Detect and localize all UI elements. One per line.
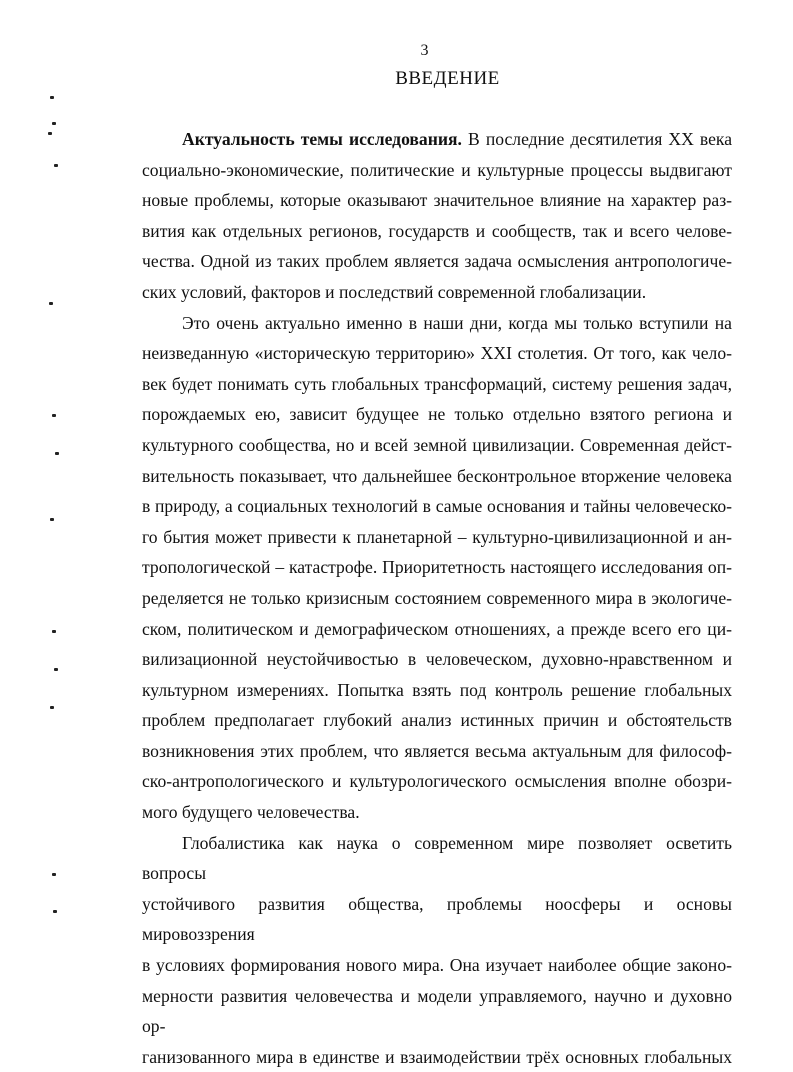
paragraph-modern-times bbox=[142, 308, 732, 828]
text-line: мерности развития человечества и модели управляемого, научно и духовно ор- bbox=[142, 985, 732, 1037]
text-line: в природу, а социальных технологий в самые основания и тайны человеческо- bbox=[142, 496, 732, 517]
text-line: ских условий, факторов и последствий современной глобализации. bbox=[142, 281, 647, 302]
text-line: ганизованного мира в единстве и взаимодействии трёх основных глобальных bbox=[142, 1046, 732, 1067]
scan-speck bbox=[49, 302, 53, 305]
text-line: Это очень актуально именно в наши дни, когда мы только вступили на bbox=[182, 312, 732, 333]
text-line: в условиях формирования нового мира. Она изучает наиболее общие законо- bbox=[142, 955, 732, 976]
scan-speck bbox=[50, 96, 54, 99]
text-line: вилизационной неустойчивостью в человеческом, духовно-нравственном и bbox=[142, 649, 732, 670]
text-line: тропологической – катастрофе. Приоритетность настоящего исследования оп- bbox=[142, 557, 732, 578]
text-line: век будет понимать суть глобальных трансформаций, систему решения задач, bbox=[142, 373, 732, 394]
scan-speck bbox=[52, 414, 56, 417]
scan-speck bbox=[48, 132, 52, 135]
text-line: ределяется не только кризисным состоянием современного мира в экологиче- bbox=[142, 587, 732, 608]
scan-speck bbox=[54, 164, 58, 167]
text-line: чества. Одной из таких проблем является задача осмысления антропологиче- bbox=[142, 251, 732, 272]
page-number: 3 bbox=[420, 42, 429, 59]
text-line: порождаемых ею, зависит будущее не только отдельно взятого региона и bbox=[142, 404, 732, 425]
paragraph-globalistics bbox=[142, 828, 732, 1072]
body-text bbox=[142, 124, 732, 1072]
text-line: го бытия может привести к планетарной – культурно-цивилизационной и ан- bbox=[142, 526, 732, 547]
page-heading: ВВЕДЕНИЕ bbox=[395, 68, 500, 89]
text-line: мого будущего человечества. bbox=[142, 802, 360, 823]
text-line: культурного сообщества, но и всей земной цивилизации. Современная дейст- bbox=[142, 434, 732, 455]
text-line: культурном измерениях. Попытка взять под контроль решение глобальных bbox=[142, 679, 732, 700]
text-line: возникновения этих проблем, что является весьма актуальным для философ- bbox=[142, 740, 732, 761]
paragraph-relevance bbox=[142, 124, 732, 308]
scan-speck bbox=[52, 630, 56, 633]
text-line: социально-экономические, политические и культурные процессы выдвигают bbox=[142, 159, 732, 180]
text-run: В последние десятилетия XX века bbox=[461, 129, 733, 149]
text-line: вительность показывает, что дальнейшее бесконтрольное вторжение человека bbox=[142, 465, 732, 486]
text-line: ском, политическом и демографическом отношениях, а прежде всего его ци- bbox=[142, 618, 732, 639]
scan-speck bbox=[52, 122, 56, 125]
text-line: вития как отдельных регионов, государств и сообществ, так и всего челове- bbox=[142, 220, 732, 241]
text-line bbox=[142, 124, 732, 155]
scan-speck bbox=[55, 452, 59, 455]
scan-speck bbox=[50, 706, 54, 709]
text-line: устойчивого развития общества, проблемы ноосферы и основы мировоззрения bbox=[142, 893, 732, 945]
scan-speck bbox=[50, 518, 54, 521]
scan-speck bbox=[52, 873, 56, 876]
text-line: новые проблемы, которые оказывают значительное влияние на характер раз- bbox=[142, 190, 732, 211]
section-lead: Актуальность темы исследования. bbox=[182, 129, 462, 149]
scan-speck bbox=[54, 668, 58, 671]
text-line: Глобалистика как наука о современном мире позволяет осветить вопросы bbox=[142, 832, 732, 884]
text-line: ско-антропологического и культурологического осмысления вполне обозри- bbox=[142, 771, 732, 792]
scan-speck bbox=[53, 910, 57, 913]
text-line: неизведанную «историческую территорию» XXI столетия. От того, как чело- bbox=[142, 343, 732, 364]
text-line: проблем предполагает глубокий анализ истинных причин и обстоятельств bbox=[142, 710, 732, 731]
